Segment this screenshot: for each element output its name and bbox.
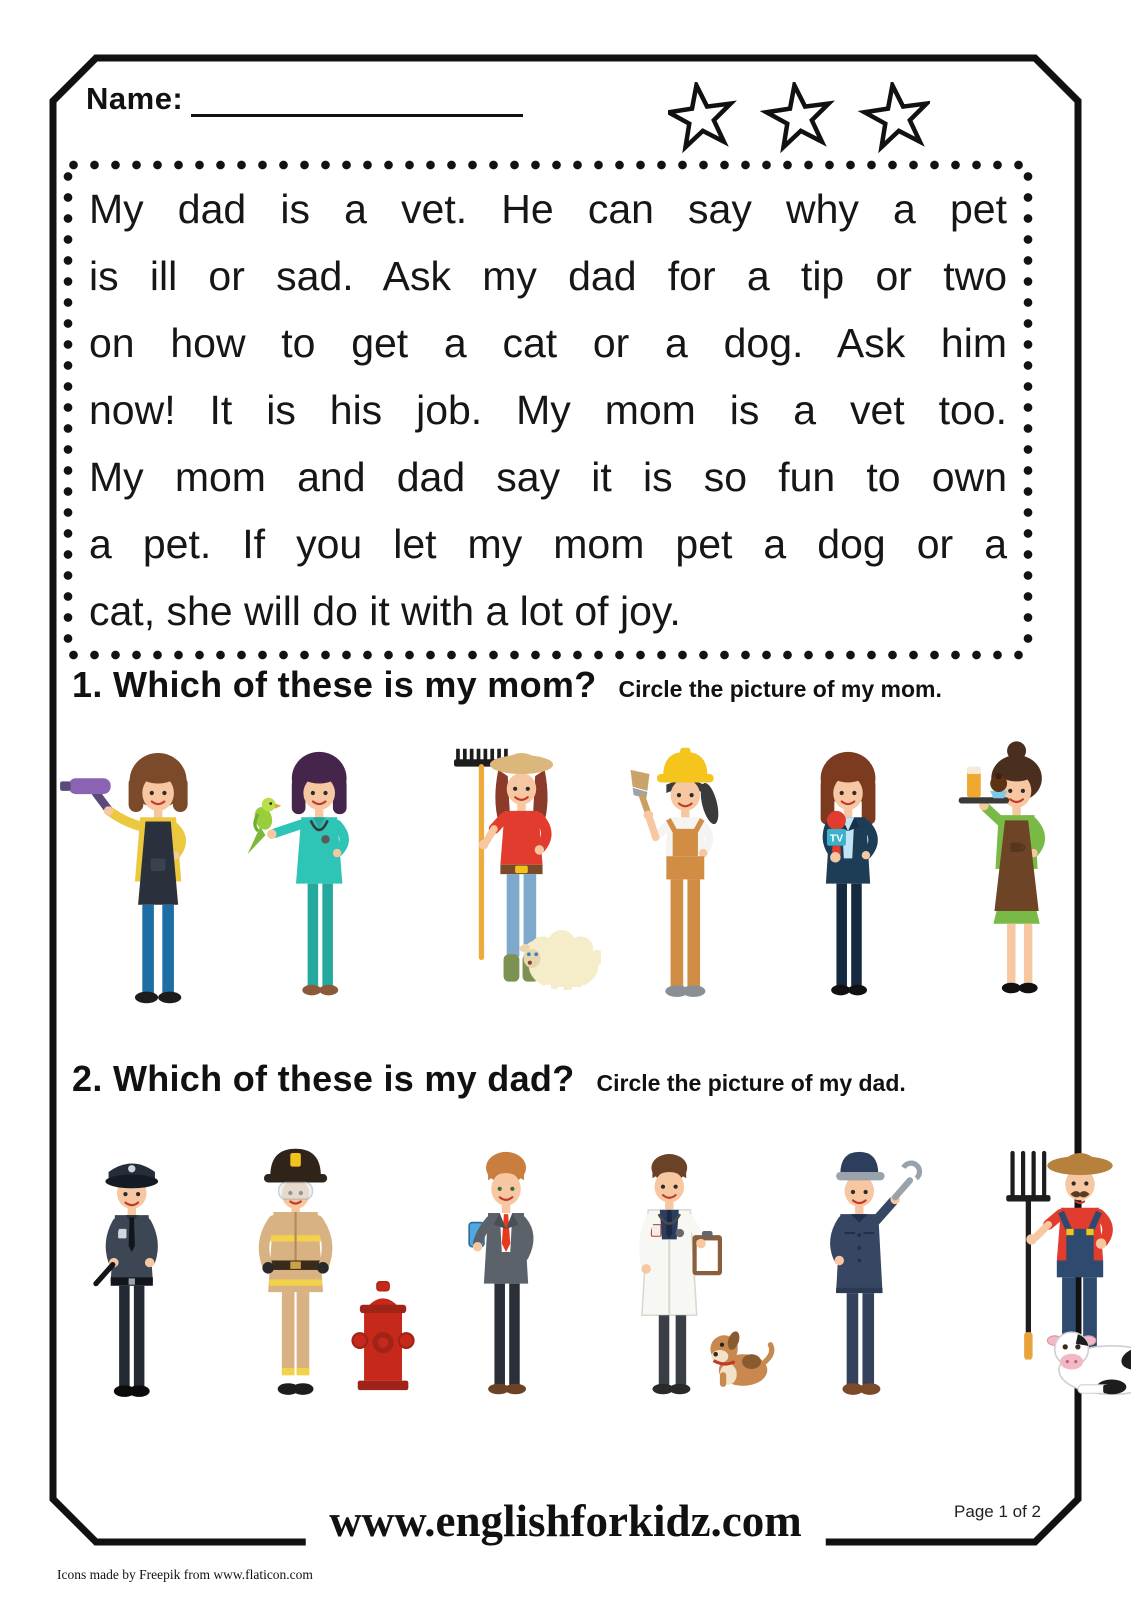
passage-line: on how to get a cat or a dog. Ask him <box>89 320 1007 366</box>
passage-line: is ill or sad. Ask my dad for a tip or two <box>89 253 1007 299</box>
wrench-icon <box>895 1163 919 1197</box>
question-1-number: 1. <box>72 664 103 705</box>
option-mechanic[interactable] <box>775 1134 944 1408</box>
hair-dryer-icon <box>60 778 111 810</box>
paintbrush-icon <box>630 770 649 814</box>
baton-icon <box>96 1265 113 1284</box>
dotted-border-bottom <box>63 650 1033 660</box>
option-police-officer[interactable] <box>58 1134 206 1408</box>
tv-label: TV <box>830 832 844 845</box>
dotted-border-right <box>1023 166 1033 654</box>
option-construction-worker[interactable] <box>601 734 770 1008</box>
straw-hat-icon <box>1048 1153 1113 1175</box>
passage-line: a pet. If you let my mom pet a dog or a <box>89 521 1007 567</box>
question-1-instruction: Circle the picture of my mom. <box>618 676 942 702</box>
website-url: www.englishforkidz.com <box>305 1494 826 1548</box>
question-1-prompt: Which of these is my mom? <box>112 664 597 705</box>
question-1-options <box>52 712 1080 1008</box>
fire-helmet-icon <box>263 1149 326 1183</box>
option-farmer-man[interactable] <box>943 1134 1131 1408</box>
cow-icon <box>1048 1332 1131 1394</box>
option-hairdresser[interactable] <box>58 734 237 1008</box>
fire-hydrant-icon <box>352 1282 413 1391</box>
option-farmer-woman[interactable] <box>395 734 601 1008</box>
reading-passage-box <box>63 160 1033 660</box>
mechanic-cap-icon <box>836 1152 884 1180</box>
pitchfork-icon <box>1006 1151 1050 1360</box>
police-cap-icon <box>105 1164 158 1189</box>
option-doctor[interactable] <box>585 1134 775 1408</box>
page-indicator: Page 1 of 2 <box>954 1502 1041 1521</box>
option-veterinarian[interactable] <box>237 734 395 1008</box>
question-1-heading <box>72 664 942 706</box>
attribution-credit: Icons made by Freepik from www.flaticon.com <box>57 1567 313 1582</box>
dotted-border-left <box>63 166 73 654</box>
question-2-prompt: Which of these is my dad? <box>112 1058 575 1099</box>
rating-stars <box>668 82 930 154</box>
hard-hat-icon <box>657 748 714 783</box>
passage-line: cat, she will do it with a lot of joy. <box>89 588 681 634</box>
passage-line: now! It is his job. My mom is a vet too. <box>89 387 1007 433</box>
option-businessman[interactable] <box>427 1134 585 1408</box>
name-row <box>86 80 523 117</box>
passage-line: My dad is a vet. He can say why a pet <box>89 186 1007 232</box>
option-tv-reporter[interactable] <box>769 734 927 1008</box>
star-icon <box>668 82 736 149</box>
star-icon <box>763 82 833 149</box>
question-2-instruction: Circle the picture of my dad. <box>596 1070 906 1096</box>
option-firefighter[interactable] <box>206 1134 427 1408</box>
question-2-heading <box>72 1058 906 1100</box>
star-icon <box>861 82 930 149</box>
parakeet-icon <box>248 798 282 854</box>
option-waitress[interactable] <box>927 734 1096 1008</box>
name-label: Name: <box>86 81 184 116</box>
dotted-border-top <box>63 160 1033 170</box>
question-2-number: 2. <box>72 1058 103 1099</box>
reading-passage <box>89 176 1007 645</box>
passage-line: My mom and dad say it is so fun to own <box>89 454 1007 500</box>
question-1-text <box>72 664 597 706</box>
name-blank-line[interactable] <box>191 80 523 117</box>
question-2-options <box>52 1108 1080 1408</box>
clipboard-icon <box>692 1231 722 1275</box>
question-2-text <box>72 1058 575 1100</box>
puppy-icon <box>710 1330 771 1387</box>
